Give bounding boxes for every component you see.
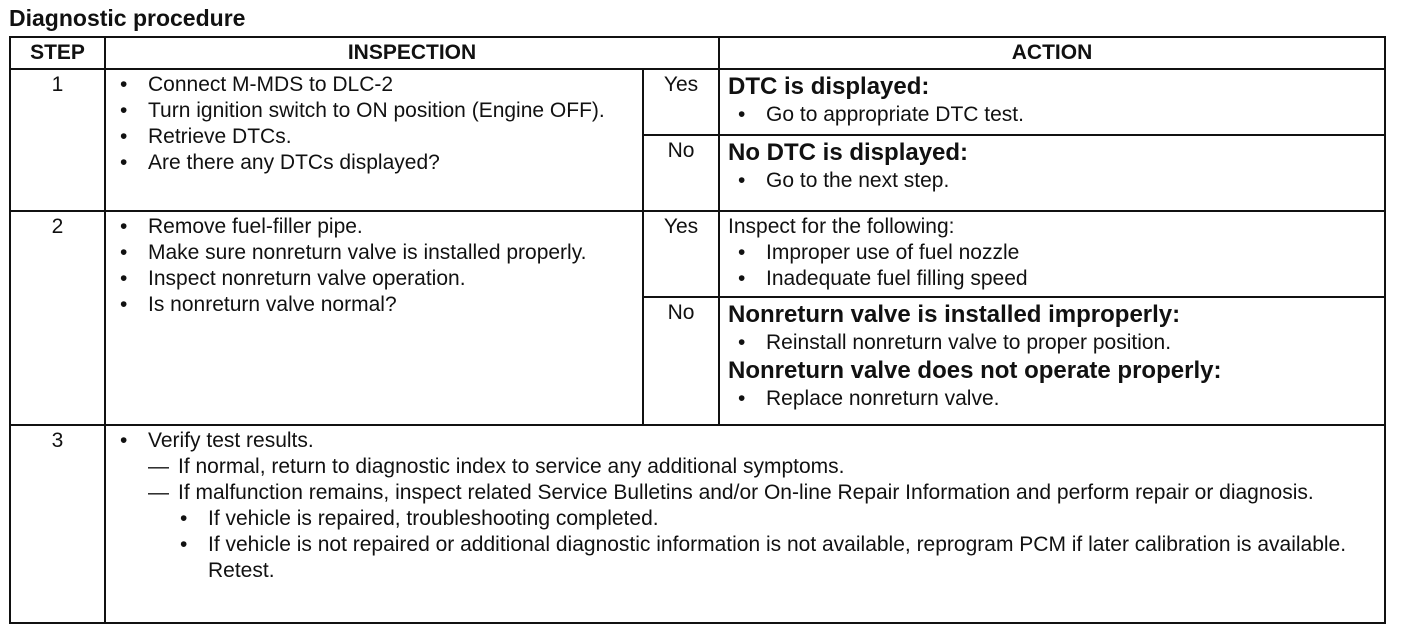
list-item: • If vehicle is repaired, troubleshooting completed. — [178, 506, 1376, 532]
inspection-list — [118, 72, 634, 176]
table-row — [10, 69, 1385, 135]
inspection-header: INSPECTION — [105, 37, 719, 69]
list-item: • If vehicle is not repaired or additional diagnostic information is not available, reprogram PCM if later calibration is available. Retest. — [178, 532, 1376, 584]
list-item: • Replace nonreturn valve. — [728, 386, 1376, 412]
list-item: • Go to appropriate DTC test. — [728, 102, 1376, 128]
action-cell — [719, 69, 1385, 135]
yes-label: Yes — [643, 211, 719, 297]
action-cell — [719, 135, 1385, 211]
page-title: Diagnostic procedure — [9, 5, 246, 31]
list-item: • Improper use of fuel nozzle — [728, 240, 1376, 266]
action-heading: Nonreturn valve is installed improperly: — [728, 301, 1181, 328]
list-item: • Is nonreturn valve normal? — [118, 292, 634, 318]
list-item: • Turn ignition switch to ON position (Engine OFF). — [118, 98, 634, 124]
dash-list — [118, 454, 1376, 506]
list-item: • Inspect nonreturn valve operation. — [118, 266, 634, 292]
list-item: • Make sure nonreturn valve is installed properly. — [118, 240, 634, 266]
inspection-list — [118, 214, 634, 318]
list-item: • Reinstall nonreturn valve to proper position. — [728, 330, 1376, 356]
no-label: No — [643, 297, 719, 425]
list-item: — If normal, return to diagnostic index to service any additional symptoms. — [148, 454, 1376, 480]
table-row — [10, 211, 1385, 297]
list-item: • Remove fuel-filler pipe. — [118, 214, 634, 240]
action-intro: Inspect for the following: — [728, 215, 955, 238]
action-list — [728, 240, 1376, 292]
no-label: No — [643, 135, 719, 211]
inspection-cell — [105, 211, 643, 425]
inspection-cell — [105, 425, 1385, 623]
step-number: 3 — [10, 425, 105, 623]
table-header-row — [10, 37, 1385, 69]
inspection-cell — [105, 69, 643, 211]
list-item: • Go to the next step. — [728, 168, 1376, 194]
inspection-list — [118, 428, 1376, 454]
list-item: • Are there any DTCs displayed? — [118, 150, 634, 176]
action-heading: Nonreturn valve does not operate properly: — [728, 357, 1222, 384]
action-cell — [719, 211, 1385, 297]
action-list — [728, 168, 1376, 194]
action-heading: DTC is displayed: — [728, 73, 930, 100]
step-number: 1 — [10, 69, 105, 211]
step-header: STEP — [10, 37, 105, 69]
diagnostic-procedure-table — [9, 36, 1386, 624]
action-list — [728, 386, 1376, 412]
action-list — [728, 102, 1376, 128]
action-list — [728, 330, 1376, 356]
list-item: — If malfunction remains, inspect related Service Bulletins and/or On-line Repair Information and perform repair or diagnosis. — [148, 480, 1376, 506]
list-item: • Retrieve DTCs. — [118, 124, 634, 150]
yes-label: Yes — [643, 69, 719, 135]
action-heading: No DTC is displayed: — [728, 139, 969, 166]
action-header: ACTION — [719, 37, 1385, 69]
step-number: 2 — [10, 211, 105, 425]
table-row — [10, 425, 1385, 623]
list-item: • Verify test results. — [118, 428, 1376, 454]
nested-list — [118, 506, 1376, 584]
action-cell — [719, 297, 1385, 425]
list-item: • Inadequate fuel filling speed — [728, 266, 1376, 292]
list-item: • Connect M-MDS to DLC-2 — [118, 72, 634, 98]
